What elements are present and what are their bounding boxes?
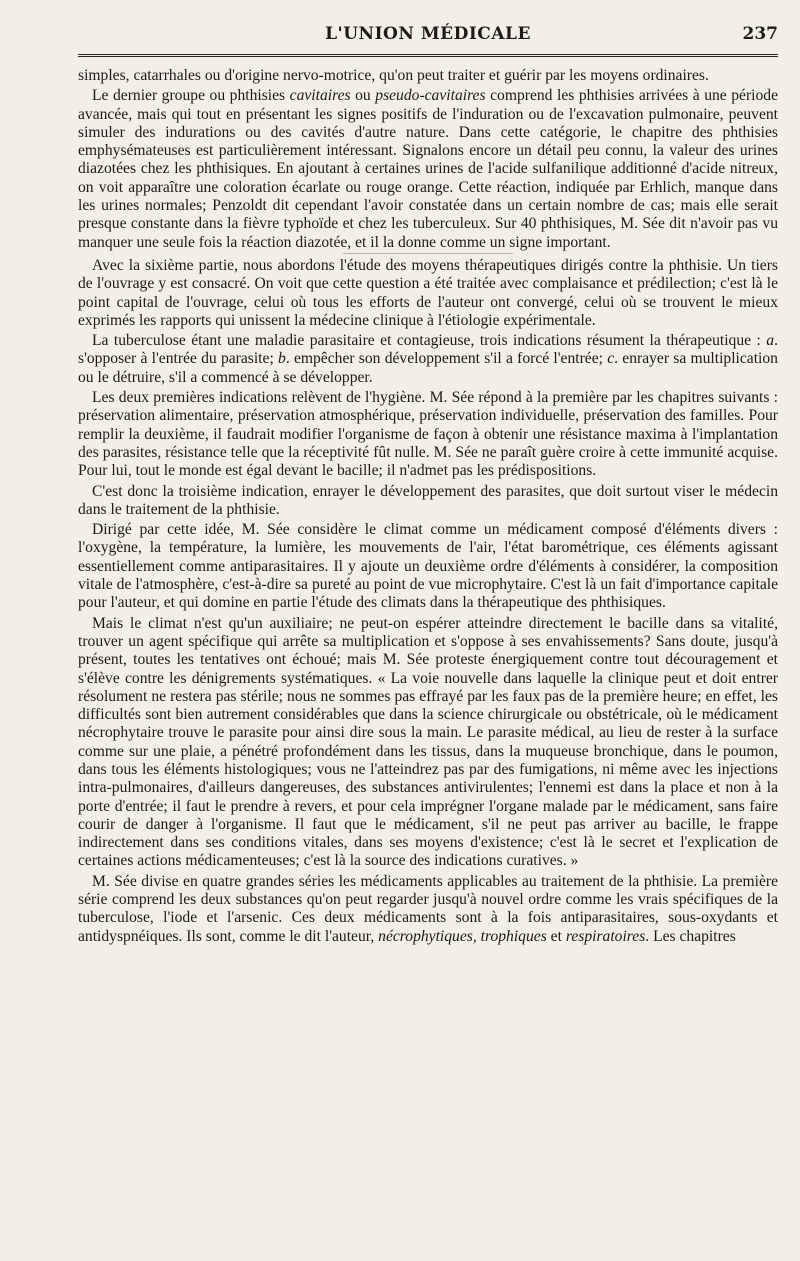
paragraph [78,257,778,330]
paragraph [78,87,778,252]
text-run: . Les chapitres [645,927,736,945]
text-run: M. Sée divise en quatre grandes séries les médicaments applicables au traitement de la phthisie. La première série comprend les deux substances qu'on peut regarder jusqu'à nouvel ordre comme les vrais spécifiques de la tuberculose, l'iode et l'arsenic. Ces deux médicaments sont à la fois antiparasitaires, sous-oxydants et antidyspnéiques. Ils sont, comme le dit l'auteur, [78,872,778,945]
text-run: Avec la sixième partie, nous abordons l'étude des moyens thérapeutiques dirigés contre la phthisie. Un tiers de l'ouvrage y est consacré. On voit que cette question a été traitée avec complaisance et prédilection; c'est là le point capital de l'ouvrage, celui où tous les efforts de l'auteur ont convergé, celui où se trouvent le mieux exprimés les rapports qui unissent la médecine clinique à l'étiologie expérimentale. [78,256,778,329]
paragraph [78,521,778,612]
italic-text: pseudo-cavitaires [375,87,486,105]
text-run: Les deux premières indications relèvent de l'hygiène. M. Sée répond à la première par les chapitres suivants : préservation alimentaire, préservation atmosphérique, préservation individuelle, préservation des familles. Pour remplir la deuxième, il faudrait modifier l'organisme de façon à obtenir une résistance maxima à l'implantation des parasites, résistance telle que la réceptivité fût nulle. M. Sée ne paraît guère croire à cette immunité acquise. Pour lui, tout le monde est égal devant le bacille; il n'admet pas les prédispositions. [78,389,778,480]
page-number: 237 [742,24,778,44]
text-run: et [546,927,566,945]
paragraph [78,67,778,85]
italic-text: b [278,350,286,368]
text-run: Dirigé par cette idée, M. Sée considère le climat comme un médicament composé d'éléments divers : l'oxygène, la température, la lumière, les mouvements de l'air, l'état barométrique, ces éléments agissant essentiellement comme antiparasitaires. Il y ajoute un deuxième ordre d'éléments à considérer, la composition vitale de l'atmosphère, c'est-à-dire sa pureté au point de vue microphytaire. C'est là un fait d'importance capitale pour l'auteur, et qui domine en partie l'étude des climats dans la thérapeutique des phthisiques. [78,521,778,612]
italic-text: c [607,350,615,368]
italic-text: respiratoires [565,927,646,945]
italic-text: a [766,332,775,350]
text-run: . enrayer sa multiplication ou le détruire, s'il a commencé à se développer. [78,350,778,386]
paragraph [78,389,778,480]
paragraph [78,873,778,946]
paragraph [78,483,778,520]
text-run: . s'opposer à l'entrée du parasite; [78,332,778,368]
text-run: ou [350,87,376,105]
page-header [78,22,778,57]
running-title: L'UNION MÉDICALE [325,24,531,44]
paragraph [78,615,778,871]
text-run: Mais le climat n'est qu'un auxiliaire; ne peut-on espérer atteindre directement le bacille dans sa vitalité, trouver un agent spécifique qui arrête sa multiplication et s'oppose à ses envahissements? Sans doute, jusqu'à présent, toutes les tentatives ont échoué; mais M. Sée proteste énergiquement contre tout découragement et s'élève contre les dénigrements systématiques. « La voie nouvelle dans laquelle la clinique peut et doit entrer résolument ne restera pas stérile; nous ne sommes pas effrayé par les faux pas de la première heure; en effet, les difficultés sont bien autrement considérables que dans la science chirurgicale ou obstétricale, où le médicament nécrophytaire trouve le parasite pour ainsi dire sous la main. Le parasite médical, au lieu de rester à la surface comme sur une plaie, a pénétré profondément dans les tissus, dans la muqueuse bronchique, dans le poumon, dans tous les éléments histologiques; vous ne l'atteindrez pas par des fumigations, ni même avec les injections intra-pulmonaires, d'ailleurs dangereuses, des substances antivirulentes; l'ennemi est dans la place et non à la porte d'entrée; il faut le prendre à revers, et pour cela imprégner l'organe malade par le médicament, sans faire courir de danger à l'organisme. Il faut que le médicament, s'il ne peut pas arriver au bacille, le frappe indirectement dans ses conditions vitales, dans ses moyens d'existence; c'est là le secret et l'explication de certaines actions médicamenteuses; c'est là la source des indications curatives. » [78,614,778,870]
paragraph [78,332,778,387]
text-run: Le dernier groupe ou phthisies [92,87,290,105]
text-run: C'est donc la troisième indication, enrayer le développement des parasites, que doit surtout viser le médecin dans le traitement de la phthisie. [78,482,778,518]
text-run: La tuberculose étant une maladie parasitaire et contagieuse, trois indications résument la thérapeutique : [92,332,767,350]
italic-text: nécrophytiques, trophiques [378,927,547,945]
text-run: . empêcher son développement s'il a forcé l'entrée; [285,350,608,368]
body-text [78,67,778,946]
section-rule [343,253,513,254]
italic-text: cavitaires [289,87,351,105]
text-run: simples, catarrhales ou d'origine nervo-motrice, qu'on peut traiter et guérir par les moyens ordinaires. [78,67,709,84]
text-run: comprend les phthisies arrivées à une période avancée, mais qui tout en présentant les signes positifs de l'induration ou de l'excavation pulmonaire, peuvent simuler des indurations ou des cavités d'autre nature. Dans cette catégorie, le chapitre des phthisies emphysémateuses est particulièrement intéressant. Signalons encore un détail peu connu, la valeur des urines diazotées chez les phthisiques. En ajoutant à certaines urines de l'acide sulfanilique additionné d'acide nitreux, on voit apparaître une coloration écarlate ou rouge orange. Cette réaction, indiquée par Erhlich, manque dans les urines normales; Penzoldt dit cependant l'avoir constatée dans un certain nombre de cas; mais elle serait presque constante dans la fièvre typhoïde et chez les tuberculeux. Sur 40 phthisiques, M. Sée dit n'avoir pas vu manquer une seule fois la réaction diazotée, et il la donne comme un signe important. [78,87,779,251]
